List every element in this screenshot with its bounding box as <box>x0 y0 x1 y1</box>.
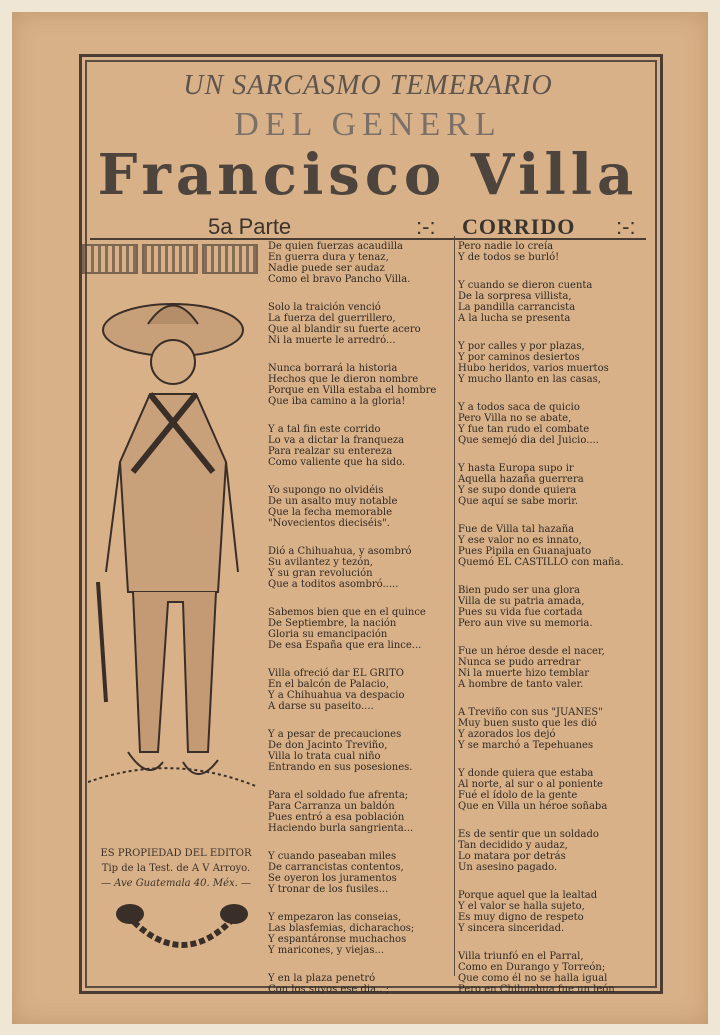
stanza: Y donde quiera que estaba Al norte, al sur o al poniente Fué el ídolo de la gente Que en Villa un héroe soñaba <box>458 768 608 812</box>
stanza: Y por calles y por plazas, Y por caminos desiertos Hubo heridos, varios muertos Y mucho llanto en las casas, <box>458 341 609 385</box>
stanza: Y a todos saca de quicio Pero Villa no se abate, Y fue tan rudo el combate Que semejó dia del Juicio.... <box>458 402 599 446</box>
right-mark: :-: <box>616 214 636 239</box>
ornament-3 <box>202 244 258 274</box>
stanza: Nunca borrará la historia Hechos que le dieron nombre Porque en Villa estaba el hombre Que iba camino a la gloria! <box>268 363 437 407</box>
stanza: Villa ofreció dar EL GRITO En el balcón de Palacio, Y a Chihuahua va despacio A darse su paseito.... <box>268 668 405 712</box>
title-line-2: DEL GENERL <box>234 106 502 143</box>
stanza: Y a tal fin este corrido Lo va a dictar la franqueza Para realzar su entereza Como valiente que ha sido. <box>268 424 406 468</box>
stanza: Y cuando paseaban miles De carrancistas contentos, Se oyeron los juramentos Y tronar de los fusiles... <box>268 851 404 895</box>
stanza: Fue un héroe desde el nacer, Nunca se pudo arredrar Ni la muerte hizo temblar A hombre de tanto valer. <box>458 646 605 690</box>
stanza: Solo la traición venció La fuerza del guerrillero, Que al blandir su fuerte acero Ni la muerte le arredró... <box>268 302 421 346</box>
stanza: Es de sentir que un soldado Tan decidido y audaz, Lo matara por detrás Un asesino pagado. <box>458 829 599 873</box>
stanza: Y hasta Europa supo ir Aquella hazaña guerrera Y se supo donde quiera Que aquí se sabe morir. <box>458 463 584 507</box>
title-line-1: UN SARCASMO TEMERARIO <box>183 70 553 101</box>
editor-line-3: — Ave Guatemala 40. Méx. — <box>100 878 252 889</box>
column-divider <box>454 236 455 976</box>
stanza: Y a pesar de precauciones De don Jacinto Treviño, Villa lo trata cual niño Entrando en sus posesiones. <box>268 729 413 773</box>
title-line-3: Francisco Villa <box>97 142 639 208</box>
stanza: Pero nadie lo creía Y de todos se burló! <box>458 241 560 263</box>
stanza: Dió a Chihuahua, y asombró Su avilantez y tezón, Y su gran revolución Que a toditos asombró..... <box>268 546 412 590</box>
stanza: De quien fuerzas acaudilla En guerra dura y tenaz, Nadie puede ser audaz Como el bravo Pancho Villa. <box>268 241 411 285</box>
stanza: Sabemos bien que en el quince De Septiembre, la nación Gloria su emancipación De esa España que era lince... <box>268 607 426 651</box>
corrido-label: CORRIDO <box>462 214 576 239</box>
stanza: Y cuando se dieron cuenta De la sorpresa villista, La pandilla carrancista A la lucha se presenta <box>458 280 593 324</box>
stanza: Yo supongo no olvidéis De un asalto muy notable Que la fecha memorable "Novecientos dieciséis". <box>268 485 398 529</box>
left-mark: :-: <box>416 214 436 239</box>
stanza: A Treviño con sus "JUANES" Muy buen susto que les dió Y azorados los dejó Y se marchó a Tepehuanes <box>458 707 603 751</box>
stanza: Villa triunfó en el Parral, Como en Durango y Torreón; Que como él no se halla igual Pero en Chihuahua fue un león <box>458 951 615 995</box>
editor-line-1: ES PROPIEDAD DEL EDITOR <box>100 848 252 859</box>
left-verses <box>268 241 454 1012</box>
wreath-ornament-icon <box>112 898 252 958</box>
right-verses <box>458 241 644 1012</box>
stanza: Para el soldado fue afrenta; Para Carranza un baldón Pues entró a esa población Haciendo burla sangrienta... <box>268 790 414 834</box>
editor-line-2: Tip de la Test. de A V Arroyo. <box>101 863 251 874</box>
stanza: Fue de Villa tal hazaña Y ese valor no es innato, Pues Pipila en Guanajuato Quemó EL CASTILLO con maña. <box>458 524 624 568</box>
villa-portrait-icon <box>88 282 258 830</box>
ornament-1 <box>82 244 138 274</box>
stanza: Y en la plaza penetró Con los suyos ese dia.. ; <box>268 973 389 995</box>
ornament-2 <box>142 244 198 274</box>
stanza: Y empezaron las conseias, Las blasfemias, dicharachos; Y espantáronse muchachos Y maricones, y viejas... <box>268 912 415 956</box>
part-label: 5a Parte <box>208 214 292 239</box>
stanza: Bien pudo ser una glora Villa de su patria amada, Pues su vida fue cortada Pero aun vive su memoria. <box>458 585 593 629</box>
stanza: Porque aquel que la lealtad Y el valor se halla sujeto, Es muy digno de respeto Y sincera sinceridad. <box>458 890 598 934</box>
